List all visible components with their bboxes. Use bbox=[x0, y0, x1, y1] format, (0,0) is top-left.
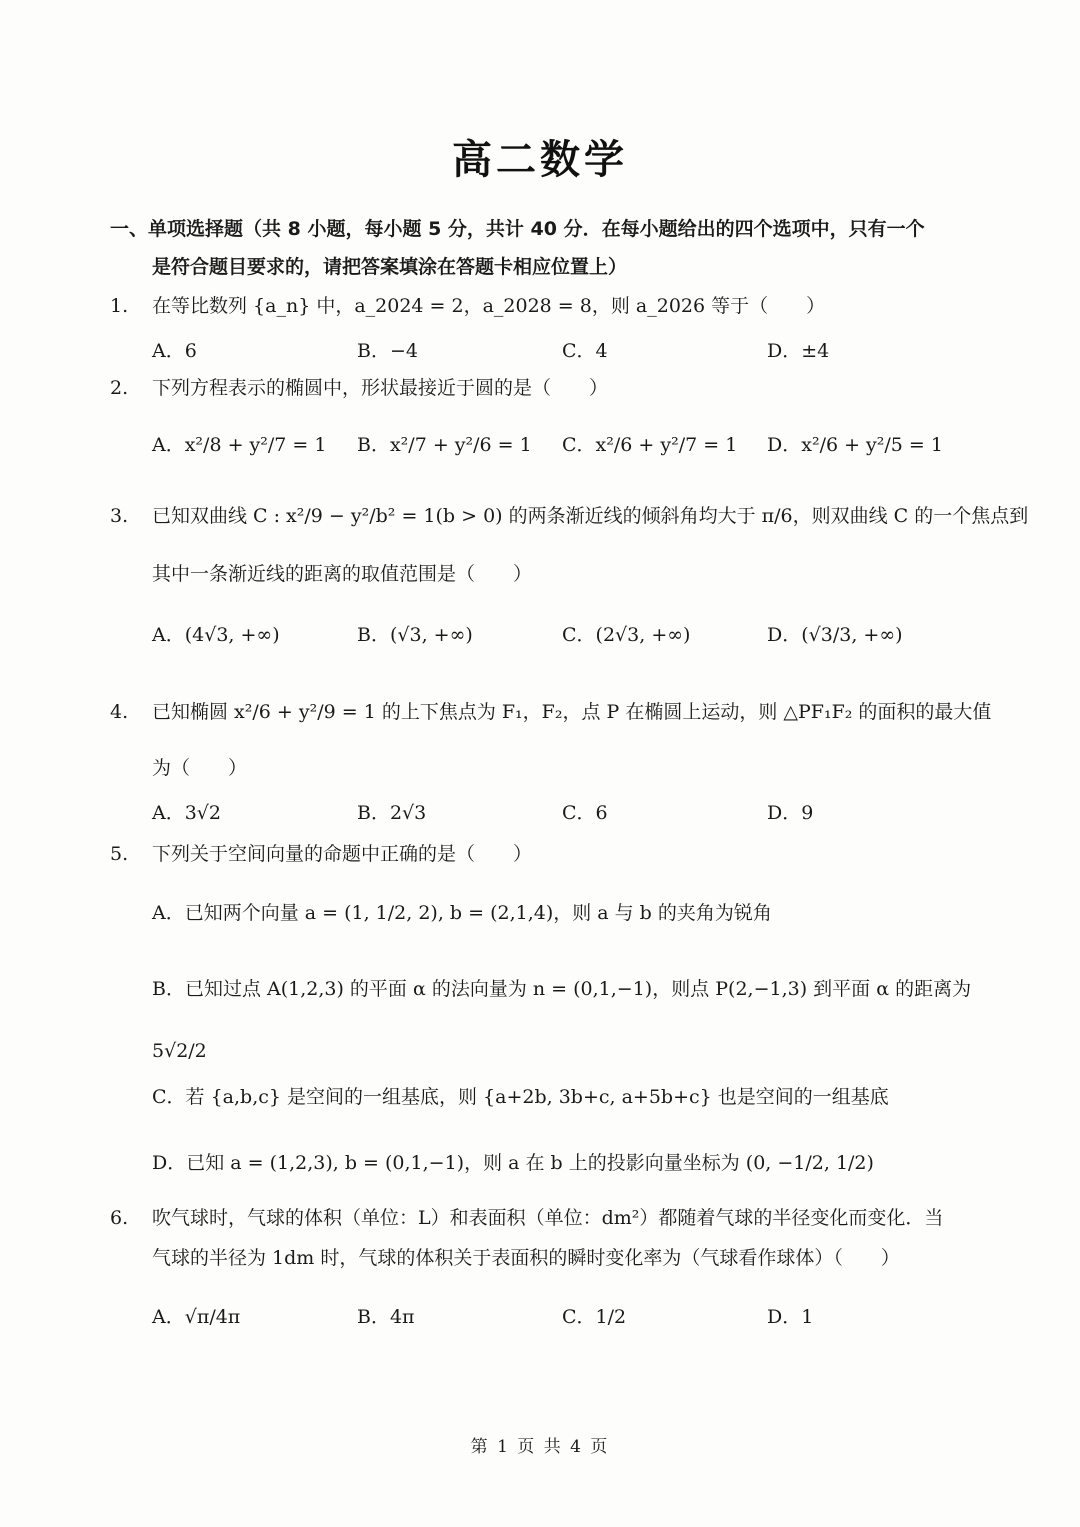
question-number: 2. bbox=[110, 377, 129, 399]
question-stem: 已知椭圆 x²/6 + y²/9 = 1 的上下焦点为 F₁，F₂，点 P 在椭圆上运动，则 △PF₁F₂ 的面积的最大值 bbox=[152, 701, 992, 723]
option-c[interactable]: C．(2√3, +∞) bbox=[562, 624, 691, 646]
option-a[interactable]: A．6 bbox=[152, 340, 197, 362]
option-d[interactable]: D．已知 a = (1,2,3), b = (0,1,−1)，则 a 在 b 上的投影向量坐标为 (0, −1/2, 1/2) bbox=[152, 1152, 874, 1174]
option-d[interactable]: D．x²/6 + y²/5 = 1 bbox=[767, 434, 943, 456]
question-stem-line2: 其中一条渐近线的距离的取值范围是（ ） bbox=[152, 563, 533, 585]
question-number: 4. bbox=[110, 701, 129, 723]
option-b[interactable]: B．−4 bbox=[357, 340, 418, 362]
question-number: 1. bbox=[110, 295, 129, 317]
question-number: 5. bbox=[110, 843, 129, 865]
section-heading bbox=[110, 210, 980, 286]
option-c[interactable]: C．6 bbox=[562, 802, 608, 824]
section-heading-line2: 是符合题目要求的，请把答案填涂在答题卡相应位置上） bbox=[152, 256, 628, 278]
question-stem-line2: 气球的半径为 1dm 时，气球的体积关于表面积的瞬时变化率为（气球看作球体）（ ） bbox=[152, 1247, 900, 1269]
option-d[interactable]: D．9 bbox=[767, 802, 814, 824]
option-a[interactable]: A．3√2 bbox=[152, 802, 222, 824]
option-b[interactable]: B．已知过点 A(1,2,3) 的平面 α 的法向量为 n = (0,1,−1)，则点 P(2,−1,3) 到平面 α 的距离为 5√2/2 bbox=[152, 978, 972, 1062]
option-b[interactable]: B．(√3, +∞) bbox=[357, 624, 473, 646]
question-stem: 吹气球时，气球的体积（单位：L）和表面积（单位：dm²）都随着气球的半径变化而变化．当 bbox=[152, 1207, 944, 1229]
option-a[interactable]: A．已知两个向量 a = (1, 1/2, 2), b = (2,1,4)，则 a 与 b 的夹角为锐角 bbox=[152, 902, 772, 924]
option-c[interactable]: C．若 {a,b,c} 是空间的一组基底，则 {a+2b, 3b+c, a+5b+c} 也是空间的一组基底 bbox=[152, 1086, 889, 1108]
section-heading-line1: 一、单项选择题（共 8 小题，每小题 5 分，共计 40 分．在每小题给出的四个选项中，只有一个 bbox=[110, 218, 925, 240]
page-title: 高二数学 bbox=[452, 137, 628, 183]
question-stem-line2: 为（ ） bbox=[152, 757, 248, 779]
option-d[interactable]: D．±4 bbox=[767, 340, 830, 362]
question-stem: 下列方程表示的椭圆中，形状最接近于圆的是（ ） bbox=[152, 377, 609, 399]
question-stem: 在等比数列 {a_n} 中，a_2024 = 2，a_2028 = 8，则 a_2026 等于（ ） bbox=[152, 295, 826, 317]
option-b[interactable]: B．x²/7 + y²/6 = 1 bbox=[357, 434, 532, 456]
option-b[interactable]: B．4π bbox=[357, 1306, 415, 1328]
question-number: 6. bbox=[110, 1207, 129, 1229]
question-number: 3. bbox=[110, 505, 129, 527]
option-d[interactable]: D．(√3/3, +∞) bbox=[767, 624, 903, 646]
option-a[interactable]: A．(4√3, +∞) bbox=[152, 624, 280, 646]
question-stem: 下列关于空间向量的命题中正确的是（ ） bbox=[152, 843, 533, 865]
option-c[interactable]: C．x²/6 + y²/7 = 1 bbox=[562, 434, 738, 456]
option-a[interactable]: A．√π/4π bbox=[152, 1306, 241, 1328]
option-c[interactable]: C．4 bbox=[562, 340, 608, 362]
question-stem: 已知双曲线 C : x²/9 − y²/b² = 1(b > 0) 的两条渐近线的倾斜角均大于 π/6，则双曲线 C 的一个焦点到 bbox=[152, 505, 1029, 527]
option-b[interactable]: B．2√3 bbox=[357, 802, 427, 824]
page-footer: 第 1 页 共 4 页 bbox=[470, 1437, 610, 1457]
option-d[interactable]: D．1 bbox=[767, 1306, 814, 1328]
option-a[interactable]: A．x²/8 + y²/7 = 1 bbox=[152, 434, 327, 456]
option-c[interactable]: C．1/2 bbox=[562, 1306, 627, 1328]
